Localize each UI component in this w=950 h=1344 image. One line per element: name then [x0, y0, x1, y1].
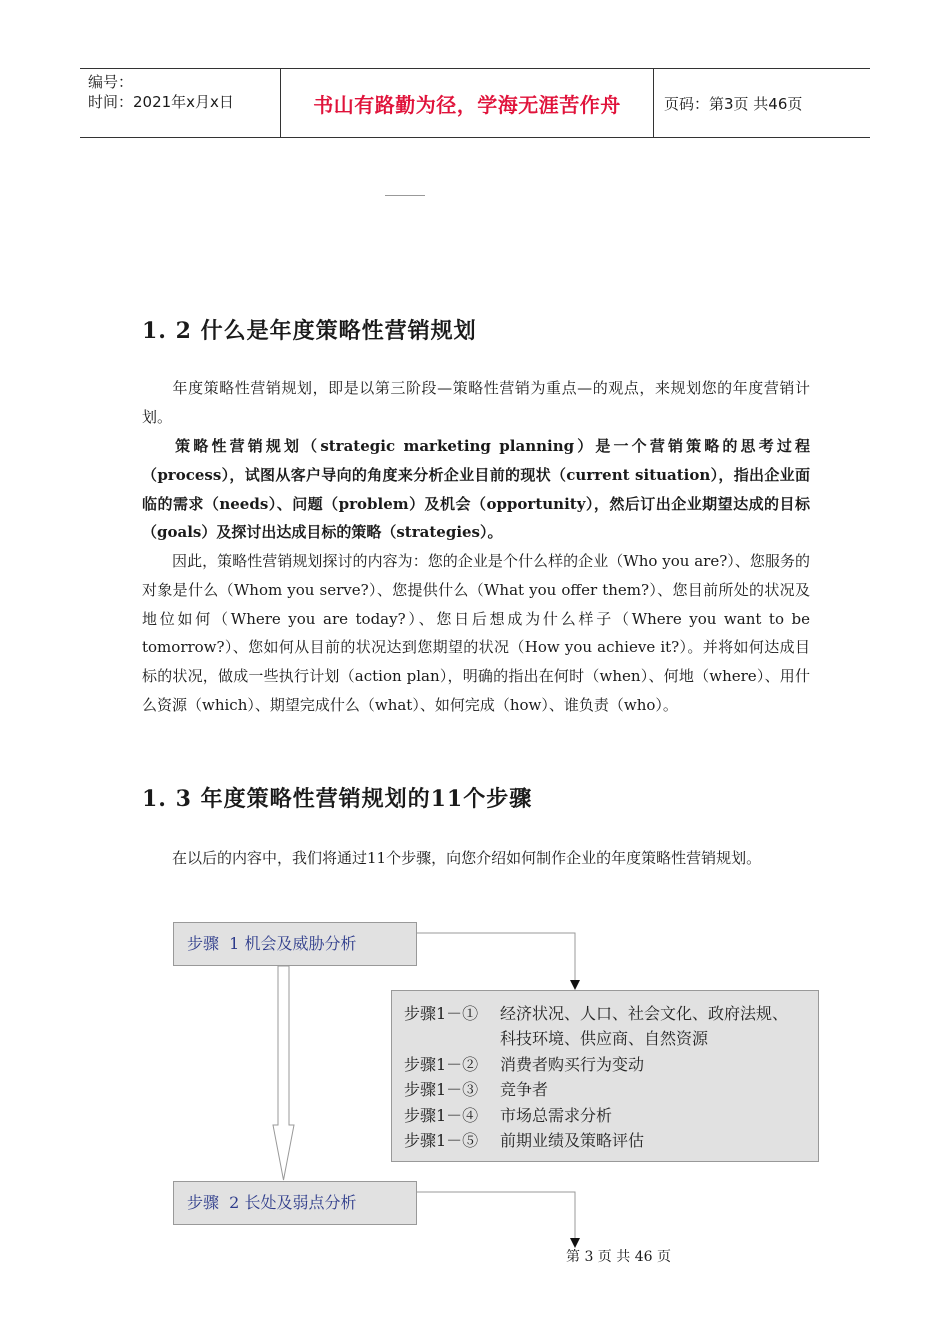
step-1-box: [173, 922, 417, 966]
header-motto: 书山有路勤为径，学海无涯苦作舟: [280, 69, 654, 137]
page-footer: 第 3 页 共 46 页: [566, 1249, 671, 1265]
substep-row: 步骤1－① 经济状况、人口、社会文化、政府法规、: [404, 1004, 789, 1023]
connector-step1-detail: [417, 933, 575, 980]
section-heading-1-3: 1. 3 年度策略性营销规划的11个步骤: [142, 786, 533, 812]
substep-row: 步骤1－④ 市场总需求分析: [404, 1106, 613, 1125]
substep-row: 步骤1－② 消费者购买行为变动: [404, 1055, 645, 1074]
step-2-label: 步骤 2 长处及弱点分析: [187, 1193, 357, 1212]
substep-row: 步骤1－③ 竞争者: [404, 1080, 549, 1099]
paragraph-1-2-content: 因此，策略性营销规划探讨的内容为：您的企业是个什么样的企业（Who you are?）、您服务的对象是什么（Whom you serve?）、您提供什么（What you offer them?）、您目前所处的状况及地位如何（Where you are today?）、您日后想成为什么样子（Where you want to be tomorrow?）、您如何从目前的状况达到您期望的状况（How you achieve it?）。并将如何达成目标的状况，做成一些执行计划（action plan），明确的指出在何时（when）、何地（where）、用什么资源（which）、期望完成什么（what）、如何完成（how）、谁负责（who）。: [142, 552, 810, 714]
down-arrow-icon: [273, 966, 294, 1180]
substep-row: 步骤1－⑤ 前期业绩及策略评估: [404, 1131, 645, 1150]
step-2-box: [173, 1181, 417, 1225]
document-time: 时间：2021年x月x日: [88, 93, 234, 111]
substep-row: 科技环境、供应商、自然资源: [500, 1029, 709, 1048]
section-heading-1-2: 1. 2 什么是年度策略性营销规划: [142, 318, 477, 344]
step-1-substeps-box: [391, 990, 819, 1162]
step-1-label: 步骤 1 机会及威胁分析: [187, 934, 357, 953]
paragraph-1-3-intro: 在以后的内容中，我们将通过11个步骤，向您介绍如何制作企业的年度策略性营销规划。: [172, 849, 762, 867]
document-number-label: 编号：: [88, 73, 134, 91]
header-page-code: 页码：第3页 共46页: [664, 94, 803, 113]
paragraph-1-2-definition: 策略性营销规划（strategic marketing planning）是一个营销策略的思考过程（process），试图从客户导向的角度来分析企业目前的现状（current situation），指出企业面临的需求（needs）、问题（problem）及机会（opportunity），然后订出企业期望达成的目标（goals）及探讨出达成目标的策略（strategies）。: [142, 437, 810, 542]
connector-step2-detail: [417, 1192, 575, 1238]
arrow-head-icon: [570, 980, 580, 990]
paragraph-1-2-intro: 年度策略性营销规划，即是以第三阶段—策略性营销为重点—的观点，来规划您的年度营销计划。: [142, 379, 810, 426]
